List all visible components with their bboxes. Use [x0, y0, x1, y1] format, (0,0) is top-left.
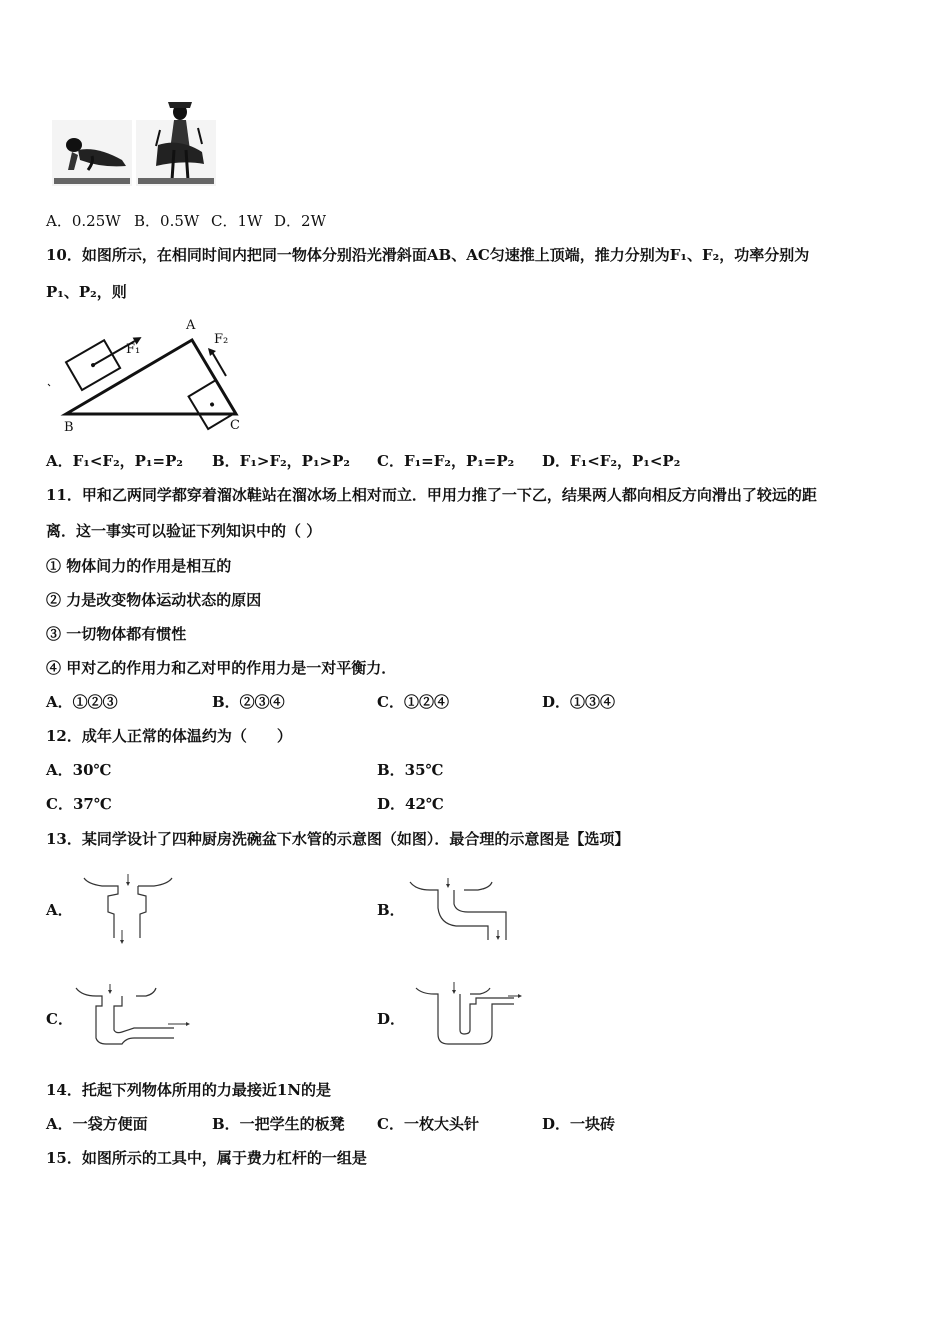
q11-stem-line1: 11．甲和乙两同学都穿着溜冰鞋站在溜冰场上相对而立．甲用力推了一下乙，结果两人都向相反方向滑出了较远的距 [46, 486, 817, 504]
q9-option-d: D．2W [274, 212, 326, 230]
q14-option-b: B．一把学生的板凳 [212, 1115, 345, 1133]
q10-figure [44, 318, 264, 436]
q9-figure-drawing [52, 100, 216, 188]
q12-option-c: C．37℃ [46, 795, 112, 813]
q10-stem-line2: P₁、P₂，则 [46, 283, 127, 301]
q11-item-4: ④ 甲对乙的作用力和乙对甲的作用力是一对平衡力． [46, 659, 397, 677]
q9-figure [52, 100, 216, 188]
q10-option-b: B．F₁>F₂，P₁>P₂ [212, 452, 350, 470]
q9-option-c: C．1W [211, 212, 263, 230]
q12-option-a: A．30℃ [46, 761, 112, 779]
q13-figure-a [82, 872, 174, 944]
q11-item-3: ③ 一切物体都有惯性 [46, 625, 187, 643]
q13-stem: 13．某同学设计了四种厨房洗碗盆下水管的示意图（如图）．最合理的示意图是【选项】 [46, 830, 630, 848]
q15-stem: 15．如图所示的工具中，属于费力杠杆的一组是 [46, 1149, 367, 1167]
q10-label-a: A [186, 318, 196, 333]
q14-stem: 14．托起下列物体所用的力最接近1N的是 [46, 1081, 332, 1099]
q10-option-d: D．F₁<F₂，P₁<P₂ [542, 452, 681, 470]
q12-option-d: D．42℃ [377, 795, 444, 813]
q13-figure-b [408, 876, 512, 942]
q13-label-c: C． [46, 1010, 73, 1028]
q14-option-a: A．一袋方便面 [46, 1115, 148, 1133]
q10-option-a: A．F₁<F₂，P₁=P₂ [46, 452, 183, 470]
q13-label-a: A． [46, 901, 73, 919]
q10-label-b: B [64, 420, 74, 435]
q10-option-c: C．F₁=F₂，P₁=P₂ [377, 452, 515, 470]
q13-figure-d [414, 980, 526, 1048]
q10-label-f2: F₂ [214, 332, 229, 347]
q11-item-2: ② 力是改变物体运动状态的原因 [46, 591, 262, 609]
q14-option-d: D．一块砖 [542, 1115, 616, 1133]
q11-stem-line2: 离．这一事实可以验证下列知识中的（ ） [46, 522, 322, 540]
q11-option-d: D．①③④ [542, 693, 616, 711]
q13-label-b: B． [377, 901, 405, 919]
q11-option-a: A．①②③ [46, 693, 118, 711]
q12-option-b: B．35℃ [377, 761, 444, 779]
q9-option-b: B．0.5W [134, 212, 200, 230]
q11-item-1: ① 物体间力的作用是相互的 [46, 557, 232, 575]
q13-figure-c [74, 982, 194, 1048]
q10-label-c: C [230, 418, 240, 433]
q11-option-b: B．②③④ [212, 693, 285, 711]
q13-label-d: D． [377, 1010, 406, 1028]
q10-label-f1: F₁ [126, 342, 141, 357]
q12-stem: 12．成年人正常的体温约为（ ） [46, 727, 292, 745]
q11-option-c: C．①②④ [377, 693, 449, 711]
q14-option-c: C．一枚大头针 [377, 1115, 479, 1133]
q10-stem-line1: 10．如图所示，在相同时间内把同一物体分别沿光滑斜面AB、AC匀速推上顶端，推力分别为F₁、F₂，功率分别为 [46, 246, 810, 264]
q9-option-a: A．0.25W [46, 212, 121, 230]
